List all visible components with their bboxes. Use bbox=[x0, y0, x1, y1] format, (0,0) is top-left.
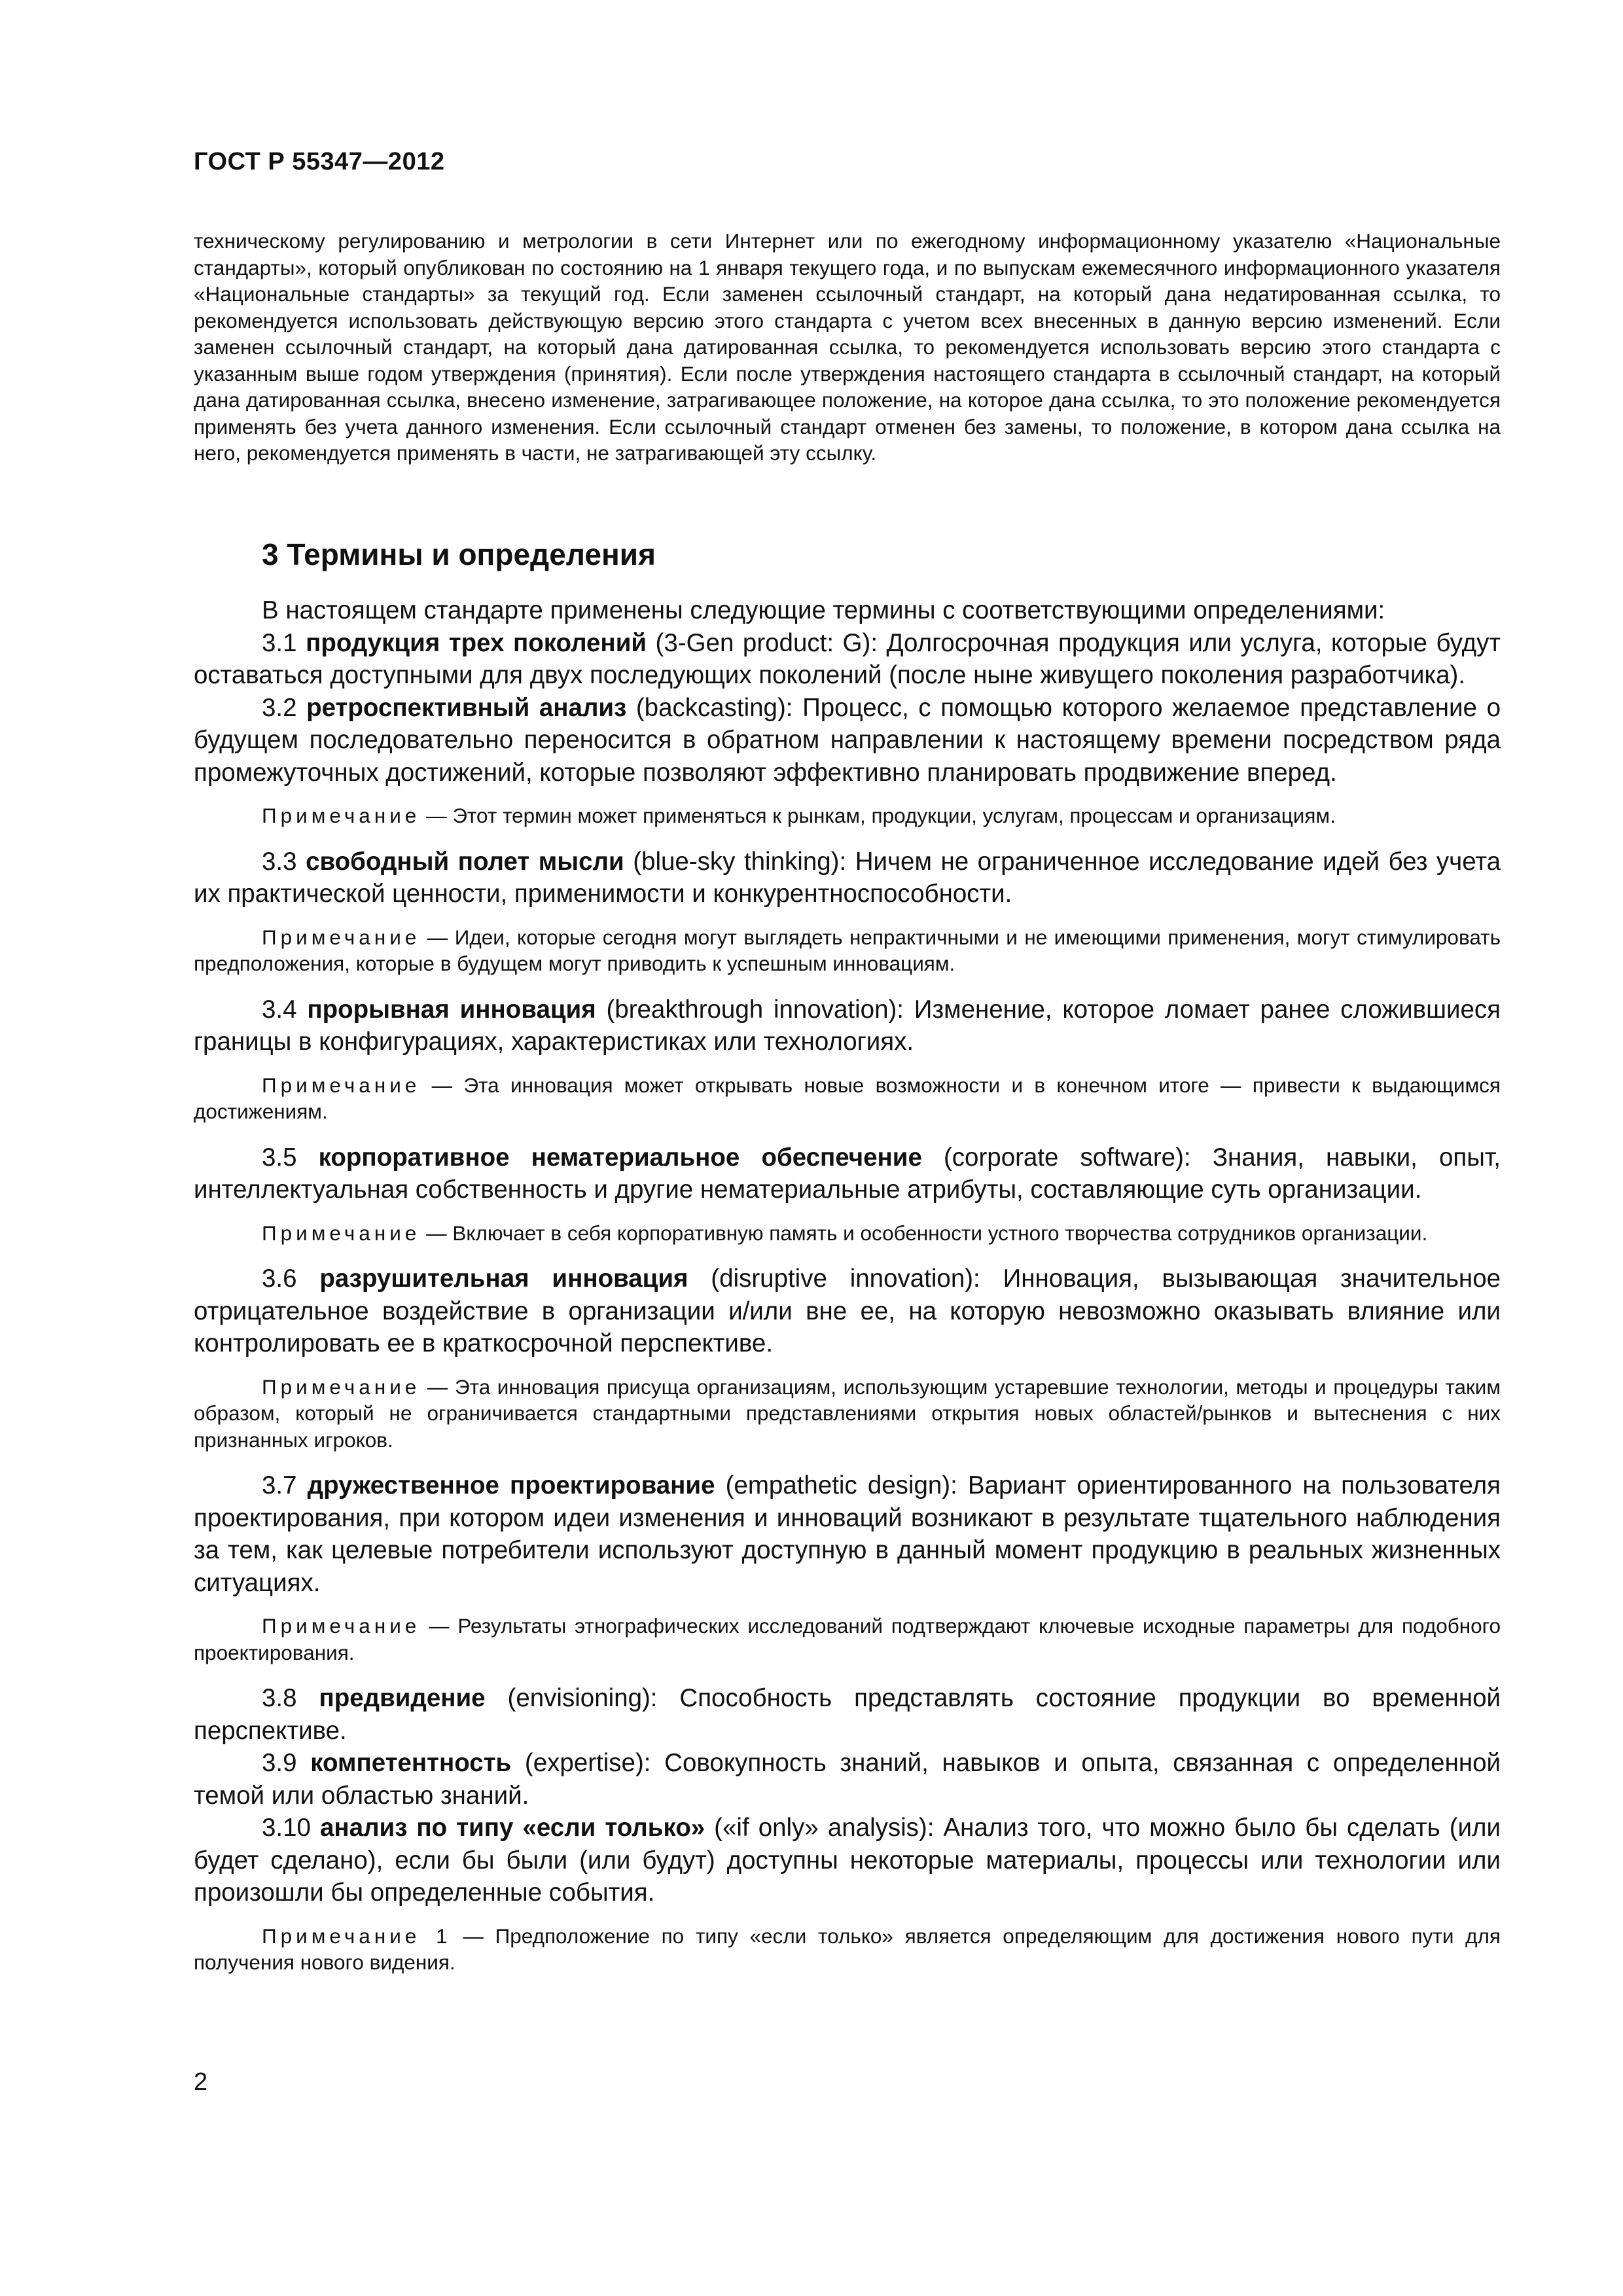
note-3-3 bbox=[194, 924, 1501, 977]
term-definition: (corporate software): Знания, навыки, опыт, интеллектуальная собственность и другие нематериальные атрибуты, составляющие суть организации. bbox=[194, 1143, 1501, 1204]
note-label: Примечание bbox=[262, 1614, 421, 1638]
term-definition: (envisioning): Способность представлять состояние продукции во временной перспективе. bbox=[194, 1684, 1501, 1745]
term-3-10 bbox=[194, 1812, 1501, 1909]
term-definition: (empathetic design): Вариант ориентированного на пользователя проектирования, при котором идеи изменения и инноваций возникают в результате тщательного наблюдения за тем, как целевые потребители используют доступную в данный момент продукцию в реальных жизненных ситуациях. bbox=[194, 1471, 1501, 1597]
term-name: компетентность bbox=[310, 1749, 512, 1777]
note-label: Примечание bbox=[262, 1374, 421, 1399]
term-name: дружественное проектирование bbox=[307, 1471, 715, 1499]
note-3-4 bbox=[194, 1072, 1501, 1125]
term-definition: (expertise): Совокупность знаний, навыков и опыта, связанная с определенной темой или областью знаний. bbox=[194, 1749, 1501, 1810]
note-3-6 bbox=[194, 1374, 1501, 1454]
section-title: 3 Термины и определения bbox=[262, 537, 656, 571]
term-name: свободный полет мысли bbox=[306, 847, 624, 876]
term-definition: (3-Gen product: G): Долгосрочная продукция или услуга, которые будут оставаться доступными для двух последующих поколений (после ныне живущего поколения разработчика). bbox=[194, 628, 1501, 689]
term-definition: («if only» analysis): Анализ того, что можно было бы сделать (или будет сделано), если бы были (или будут) доступны некоторые материалы, процессы или технологии или произошли бы определенные события. bbox=[194, 1814, 1501, 1907]
section-lead: В настоящем стандарте применены следующие термины с соответствующими определениями: bbox=[262, 596, 1385, 624]
term-3-5 bbox=[194, 1141, 1501, 1206]
term-3-2 bbox=[194, 692, 1501, 789]
term-name: разрушительная инновация bbox=[319, 1265, 688, 1293]
note-text: — Эта инновация может открывать новые возможности и в конечном итоге — привести к выдающимся достижениям. bbox=[194, 1073, 1501, 1123]
term-3-8 bbox=[194, 1682, 1501, 1747]
term-number: 3.2 bbox=[262, 693, 297, 722]
term-name: предвидение bbox=[319, 1684, 486, 1712]
note-label: Примечание bbox=[262, 1221, 421, 1245]
intro-paragraph: техническому регулированию и метрологии в сети Интернет или по ежегодному информационному указателю «Национальные стандарты», который опубликован по состоянию на 1 января текущего года, и по выпускам ежемесячного информационного указателя «Национальные стандарты» за текущий год. Если заменен ссылочный стандарт, на который дана недатированная ссылка, то рекомендуется использовать действующую версию этого стандарта с учетом всех внесенных в данную версию изменений. Если заменен ссылочный стандарт, на который дана датированная ссылка, то рекомендуется использовать версию этого стандарта с указанным выше годом утверждения (принятия). Если после утверждения настоящего стандарта в ссылочный стандарт, на который дана датированная ссылка, внесено изменение, затрагивающее положение, на которое дана ссылка, то это положение рекомендуется применять без учета данного изменения. Если ссылочный стандарт отменен без замены, то положение, в котором дана ссылка на него, рекомендуется применять в части, не затрагивающей эту ссылку. bbox=[194, 229, 1501, 465]
note-text: — Предположение по типу «если только» является определяющим для достижения нового пути для получения нового видения. bbox=[194, 1924, 1501, 1974]
term-name: прорывная инновация bbox=[307, 995, 596, 1024]
term-number: 3.10 bbox=[262, 1814, 311, 1842]
term-number: 3.5 bbox=[262, 1143, 297, 1172]
term-number: 3.4 bbox=[262, 995, 297, 1024]
term-name: анализ по типу «если только» bbox=[320, 1814, 705, 1842]
term-name: корпоративное нематериальное обеспечение bbox=[318, 1143, 922, 1172]
term-3-9 bbox=[194, 1747, 1501, 1812]
term-definition: (breakthrough innovation): Изменение, которое ломает ранее сложившиеся границы в конфигурациях, характеристиках или технологиях. bbox=[194, 995, 1501, 1056]
term-3-4 bbox=[194, 994, 1501, 1058]
term-number: 3.8 bbox=[262, 1684, 297, 1712]
term-name: продукция трех поколений bbox=[306, 628, 647, 657]
term-3-3 bbox=[194, 846, 1501, 910]
term-3-6 bbox=[194, 1263, 1501, 1360]
term-3-1 bbox=[194, 627, 1501, 692]
note-text: — Идеи, которые сегодня могут выглядеть непрактичными и не имеющими применения, могут стимулировать предположения, которые в будущем могут приводить к успешным инновациям. bbox=[194, 925, 1501, 975]
note-text: — Этот термин может применяться к рынкам, продукции, услугам, процессам и организациям. bbox=[420, 804, 1336, 827]
note-text: — Эта инновация присуща организациям, использующим устаревшие технологии, методы и процедуры таким образом, который не ограничивается стандартными представлениями открытия новых областей/рынков и вытеснения с них признанных игроков. bbox=[194, 1374, 1501, 1452]
term-definition: (disruptive innovation): Инновация, вызывающая значительное отрицательное воздействие в организации и/или вне ее, на которую невозможно оказывать влияние или контролировать ее в краткосрочной перспективе. bbox=[194, 1265, 1501, 1357]
terms-list bbox=[194, 594, 1501, 1992]
note-label: Примечание bbox=[262, 804, 421, 827]
term-number: 3.6 bbox=[262, 1265, 297, 1293]
term-name: ретроспективный анализ bbox=[306, 693, 627, 722]
note-3-5 bbox=[194, 1220, 1501, 1247]
term-definition: (backcasting): Процесс, с помощью которого желаемое представление о будущем последовательно переносится в обратном направлении к настоящему времени посредством ряда промежуточных достижений, которые позволяют эффективно планировать продвижение вперед. bbox=[194, 693, 1501, 787]
page-number: 2 bbox=[194, 2068, 208, 2096]
note-label: Примечание bbox=[262, 1073, 421, 1097]
term-definition: (blue-sky thinking): Ничем не ограниченное исследование идей без учета их практической ценности, применимости и конкурентноспособности. bbox=[194, 847, 1501, 908]
term-3-7 bbox=[194, 1469, 1501, 1599]
note-3-2 bbox=[194, 802, 1501, 829]
note-text: — Включает в себя корпоративную память и особенности устного творчества сотрудников организации. bbox=[420, 1221, 1428, 1245]
term-number: 3.3 bbox=[262, 847, 297, 876]
term-number: 3.7 bbox=[262, 1471, 297, 1499]
note-label: Примечание 1 bbox=[262, 1924, 452, 1948]
note-label: Примечание bbox=[262, 925, 421, 949]
note-3-10 bbox=[194, 1923, 1501, 1976]
term-number: 3.1 bbox=[262, 628, 297, 657]
term-number: 3.9 bbox=[262, 1749, 297, 1777]
note-3-7 bbox=[194, 1613, 1501, 1666]
document-code-header: ГОСТ Р 55347—2012 bbox=[194, 148, 445, 175]
note-text: — Результаты этнографических исследований подтверждают ключевые исходные параметры для подобного проектирования. bbox=[194, 1614, 1501, 1664]
